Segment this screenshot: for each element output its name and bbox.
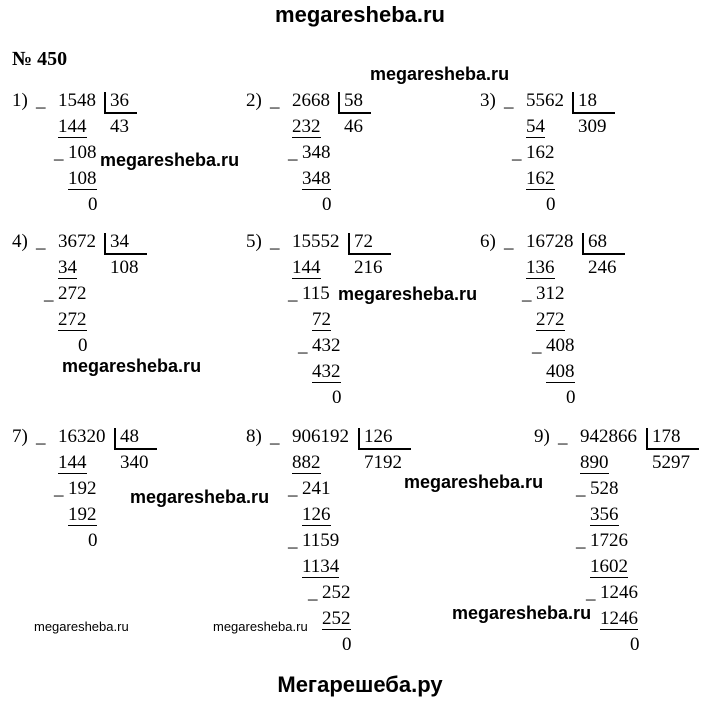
minus-sign: _	[270, 426, 280, 447]
divisor: 48	[120, 426, 139, 447]
quotient: 46	[344, 116, 363, 137]
partial-difference: 348	[302, 142, 331, 163]
minus-sign: _	[288, 530, 298, 551]
partial-product: 126	[302, 504, 331, 525]
quotient: 340	[120, 452, 149, 473]
partial-difference: 115	[302, 283, 330, 304]
remainder: 0	[546, 194, 556, 215]
problem-label: 3)	[480, 90, 496, 111]
partial-difference: 1159	[302, 530, 340, 551]
minus-sign: _	[44, 283, 54, 304]
remainder: 0	[322, 194, 332, 215]
minus-sign: _	[288, 478, 298, 499]
remainder: 0	[630, 634, 640, 655]
minus-sign: _	[576, 478, 586, 499]
divisor: 72	[354, 231, 373, 252]
problem-label: 1)	[12, 90, 28, 111]
quotient: 246	[588, 257, 617, 278]
dividend: 16320	[58, 426, 106, 447]
divisor: 18	[578, 90, 597, 111]
divisor: 58	[344, 90, 363, 111]
division-bar	[104, 233, 106, 255]
minus-sign: _	[576, 530, 586, 551]
dividend: 906192	[292, 426, 349, 447]
dividend: 16728	[526, 231, 574, 252]
partial-difference: 1246	[600, 582, 638, 603]
partial-product: 1246	[600, 608, 638, 629]
minus-sign: _	[558, 426, 568, 447]
minus-sign: _	[308, 582, 318, 603]
minus-sign: _	[532, 335, 542, 356]
partial-difference: 272	[58, 283, 87, 304]
dividend: 2668	[292, 90, 330, 111]
partial-product: 192	[68, 504, 97, 525]
dividend: 3672	[58, 231, 96, 252]
partial-difference: 162	[526, 142, 555, 163]
partial-difference: 108	[68, 142, 97, 163]
problem-label: 7)	[12, 426, 28, 447]
remainder: 0	[566, 387, 576, 408]
dividend: 15552	[292, 231, 340, 252]
partial-difference: 252	[322, 582, 351, 603]
partial-product: 1602	[590, 556, 628, 577]
minus-sign: _	[504, 90, 514, 111]
site-header: megaresheba.ru	[275, 2, 445, 27]
partial-difference: 1726	[590, 530, 628, 551]
quotient: 43	[110, 116, 129, 137]
partial-product: 54	[526, 116, 545, 137]
partial-product: 144	[58, 452, 87, 473]
dividend: 942866	[580, 426, 637, 447]
dividend: 5562	[526, 90, 564, 111]
watermark: megaresheba.ru	[452, 603, 592, 623]
problem-label: 2)	[246, 90, 262, 111]
problem-label: 4)	[12, 231, 28, 252]
division-bar	[348, 233, 350, 255]
partial-product: 144	[58, 116, 87, 137]
partial-difference: 432	[312, 335, 341, 356]
division-bar	[114, 428, 116, 450]
divisor: 34	[110, 231, 129, 252]
minus-sign: _	[298, 335, 308, 356]
partial-product: 72	[312, 309, 331, 330]
problem-label: 8)	[246, 426, 262, 447]
watermark: megaresheba.ru	[370, 64, 510, 84]
watermark: megaresheba.ru	[130, 487, 270, 507]
divisor: 36	[110, 90, 129, 111]
task-number: № 450	[12, 48, 68, 70]
partial-difference: 528	[590, 478, 619, 499]
partial-product: 272	[58, 309, 87, 330]
quotient: 309	[578, 116, 607, 137]
division-bar	[104, 92, 106, 114]
partial-product: 356	[590, 504, 619, 525]
dividend: 1548	[58, 90, 96, 111]
partial-product: 144	[292, 257, 321, 278]
quotient: 108	[110, 257, 139, 278]
minus-sign: _	[512, 142, 522, 163]
watermark: megaresheba.ru	[338, 284, 478, 304]
partial-product: 890	[580, 452, 609, 473]
partial-product: 108	[68, 168, 97, 189]
quotient: 5297	[652, 452, 690, 473]
division-bar	[358, 428, 360, 450]
minus-sign: _	[36, 426, 46, 447]
partial-difference: 408	[546, 335, 575, 356]
remainder: 0	[88, 194, 98, 215]
partial-product: 272	[536, 309, 565, 330]
minus-sign: _	[288, 142, 298, 163]
minus-sign: _	[36, 90, 46, 111]
partial-difference: 192	[68, 478, 97, 499]
division-bar	[646, 428, 648, 450]
minus-sign: _	[586, 582, 596, 603]
site-footer: Мегарешеба.ру	[277, 672, 443, 697]
partial-product: 882	[292, 452, 321, 473]
partial-product: 408	[546, 361, 575, 382]
minus-sign: _	[288, 283, 298, 304]
divisor: 178	[652, 426, 681, 447]
watermark: megaresheba.ru	[34, 619, 129, 634]
minus-sign: _	[36, 231, 46, 252]
watermark: megaresheba.ru	[62, 356, 202, 376]
problem-label: 5)	[246, 231, 262, 252]
partial-difference: 312	[536, 283, 565, 304]
remainder: 0	[342, 634, 352, 655]
partial-product: 252	[322, 608, 351, 629]
problem-label: 6)	[480, 231, 496, 252]
divisor: 126	[364, 426, 393, 447]
partial-product: 432	[312, 361, 341, 382]
partial-product: 348	[302, 168, 331, 189]
minus-sign: _	[270, 231, 280, 252]
minus-sign: _	[54, 142, 64, 163]
minus-sign: _	[504, 231, 514, 252]
divisor: 68	[588, 231, 607, 252]
remainder: 0	[78, 335, 88, 356]
partial-product: 162	[526, 168, 555, 189]
watermark: megaresheba.ru	[100, 150, 240, 170]
partial-product: 232	[292, 116, 321, 137]
remainder: 0	[88, 530, 98, 551]
division-bar	[572, 92, 574, 114]
minus-sign: _	[522, 283, 532, 304]
minus-sign: _	[54, 478, 64, 499]
quotient: 7192	[364, 452, 402, 473]
partial-product: 34	[58, 257, 77, 278]
partial-product: 136	[526, 257, 555, 278]
partial-product: 1134	[302, 556, 340, 577]
problem-label: 9)	[534, 426, 550, 447]
partial-difference: 241	[302, 478, 331, 499]
division-bar	[338, 92, 340, 114]
division-bar	[582, 233, 584, 255]
watermark: megaresheba.ru	[404, 472, 544, 492]
watermark: megaresheba.ru	[213, 619, 308, 634]
quotient: 216	[354, 257, 383, 278]
remainder: 0	[332, 387, 342, 408]
minus-sign: _	[270, 90, 280, 111]
